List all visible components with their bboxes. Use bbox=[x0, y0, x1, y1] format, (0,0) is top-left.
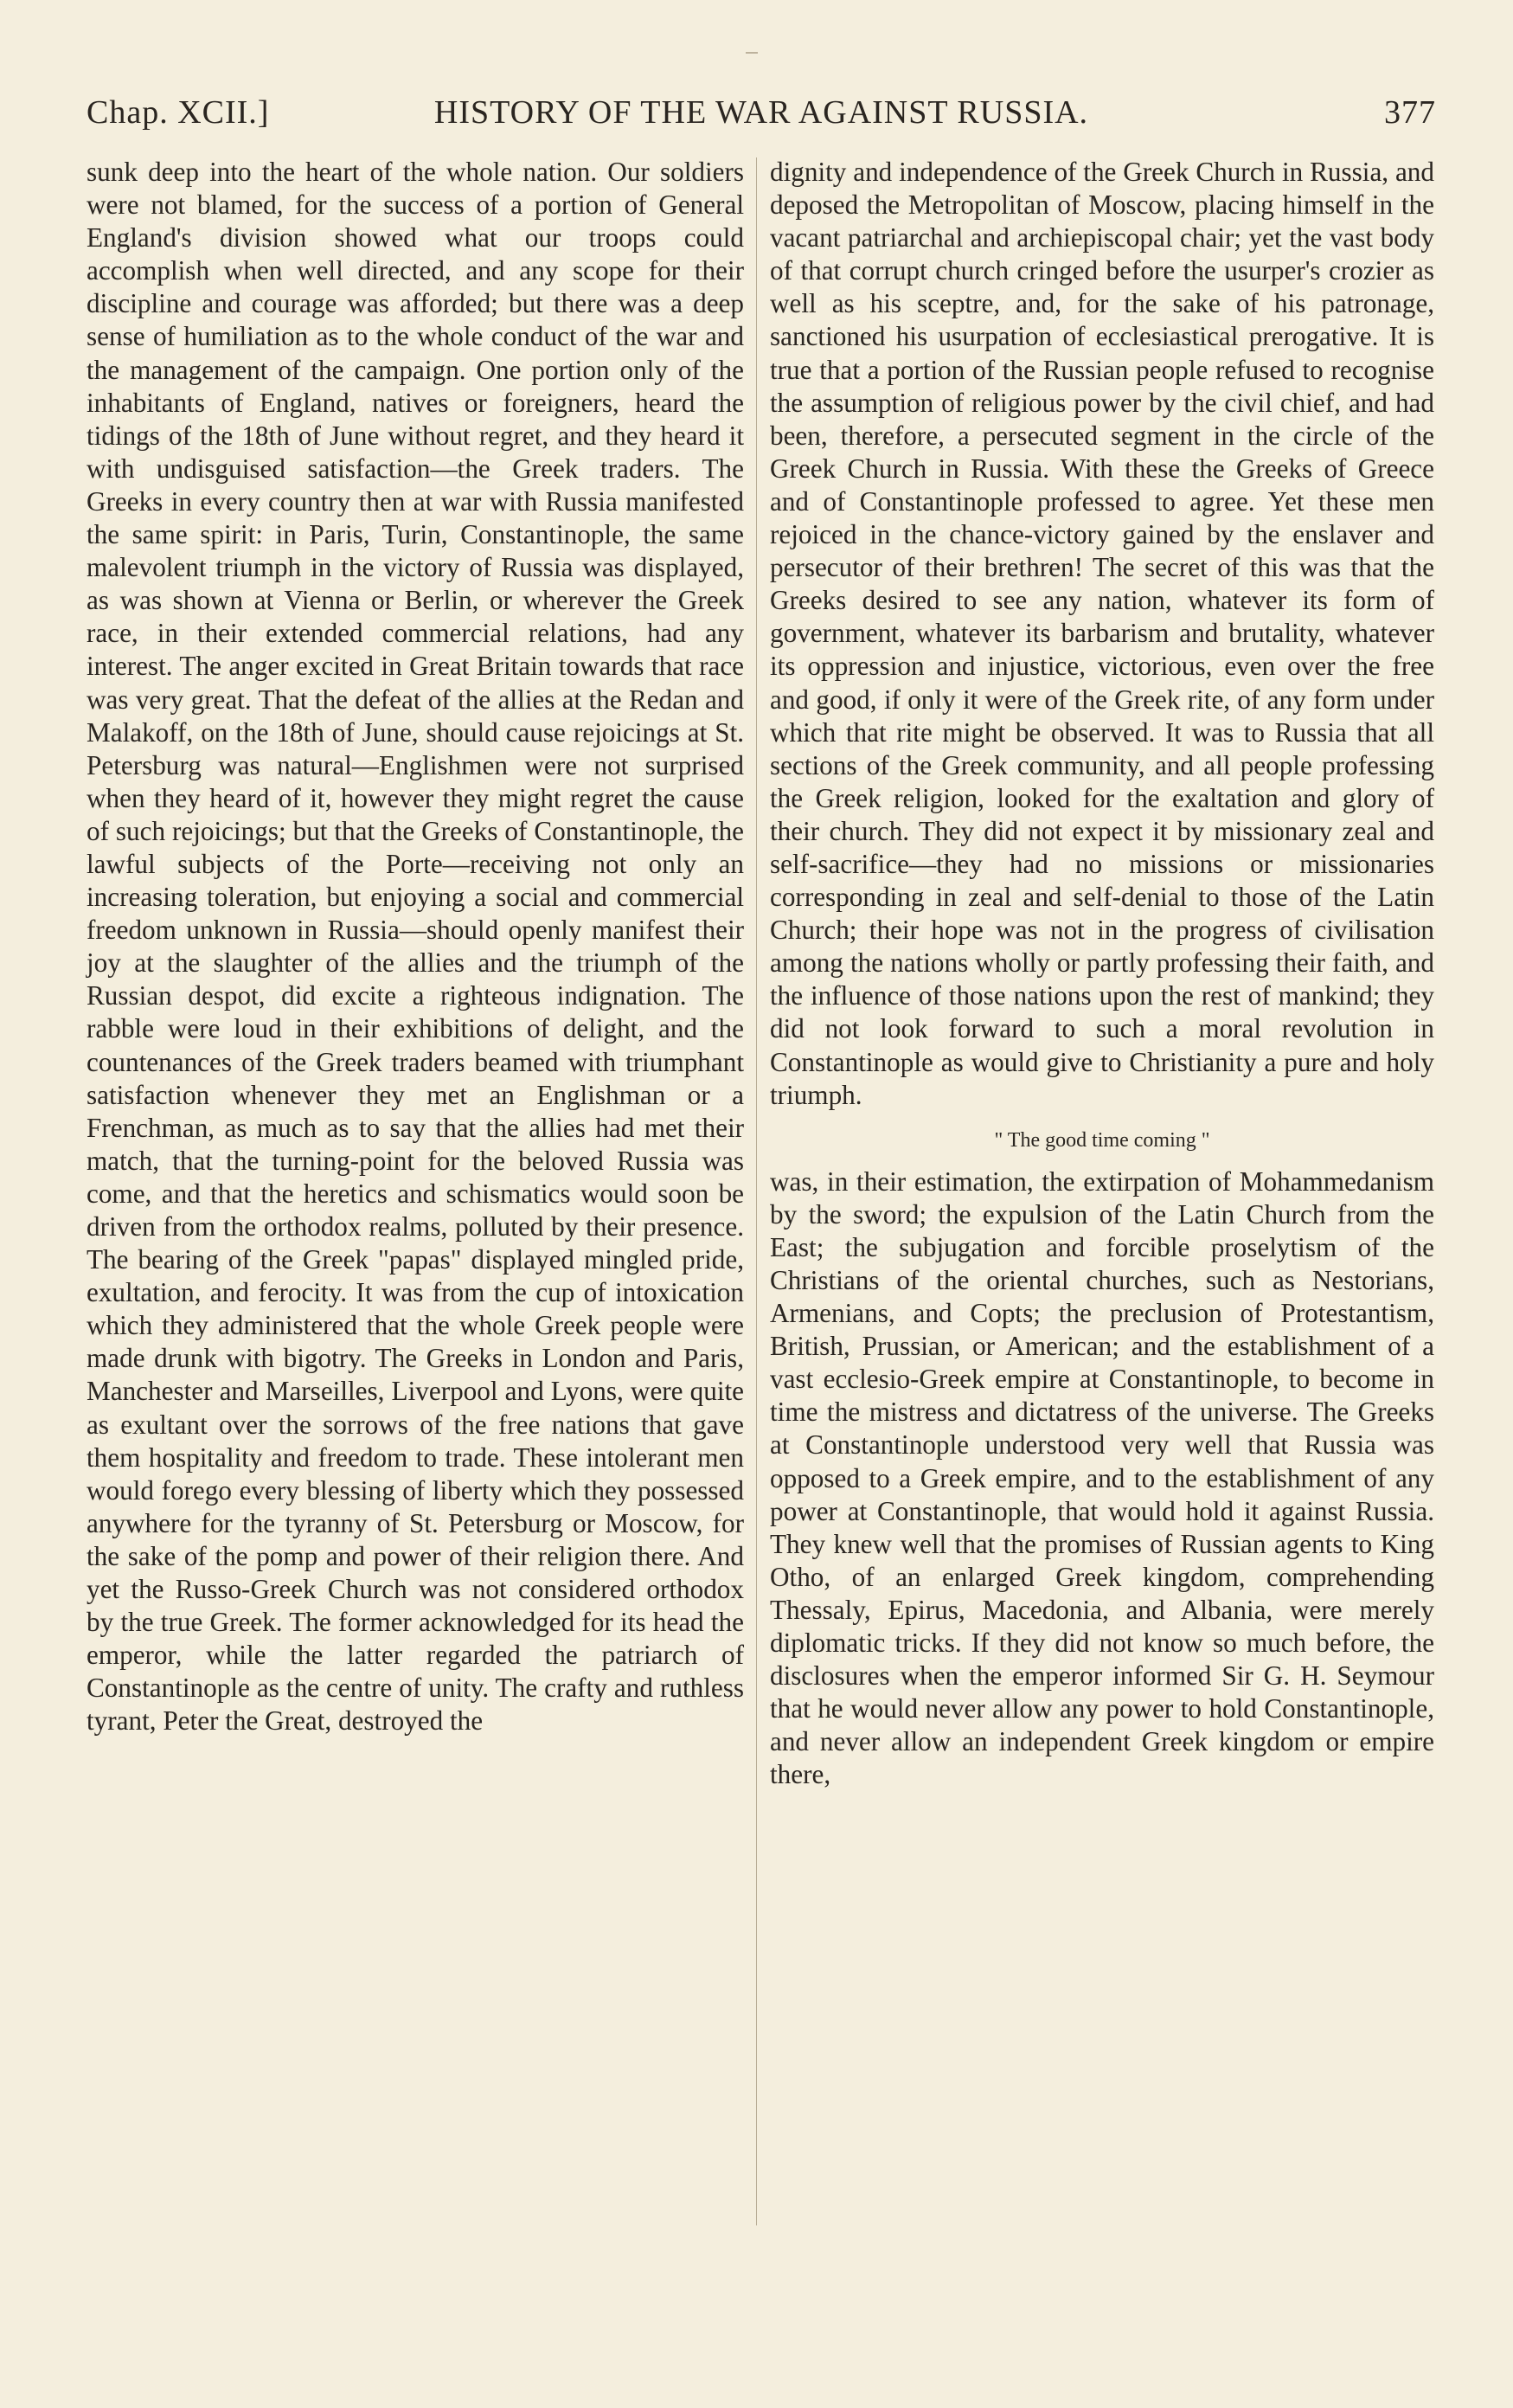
right-column-text-after-quote: was, in their estimation, the extirpation of Mohammedanism by the sword; the expulsion of the Latin Church from the East; the subjugation and forcible proselytism of the Christians of the oriental churches, such as Nestorians, Armenians, and Copts; the preclusion of Protestantism, British, Prussian, or American; and the establishment of a vast ecclesio-Greek empire at Constantinople, to become in time the mistress and dictatress of the universe. The Greeks at Constantinople understood very well that Russia was opposed to a Greek empire, and to the establishment of any power at Constantinople, that would hold it against Russia. They knew well that the promises of Russian agents to King Otho, of an enlarged Greek kingdom, comprehending Thessaly, Epirus, Macedonia, and Albania, were merely diplomatic tricks. If they did not know so much before, the disclosures when the emperor informed Sir G. H. Seymour that he would never allow any power to hold Constantinople, and never allow an independent Greek kingdom or empire there, bbox=[770, 1165, 1434, 1790]
page-number: 377 bbox=[1384, 94, 1436, 131]
chapter-label: Chap. XCII.] bbox=[87, 94, 270, 131]
right-column bbox=[770, 156, 1434, 1792]
running-title: HISTORY OF THE WAR AGAINST RUSSIA. bbox=[433, 94, 1089, 131]
column-divider bbox=[756, 157, 757, 2225]
running-header bbox=[87, 93, 1436, 137]
left-column-text: sunk deep into the heart of the whole nation. Our soldiers were not blamed, for the success of a portion of General England's division showed what our troops could accomplish when well directed, and any scope for their discipline and courage was afforded; but there was a deep sense of humiliation as to the whole conduct of the war and the management of the campaign. One portion only of the inhabitants of England, natives or foreigners, heard the tidings of the 18th of June without regret, and they heard it with undisguised satisfaction—the Greek traders. The Greeks in every country then at war with Russia manifested the same spirit: in Paris, Turin, Constantinople, the same malevolent triumph in the victory of Russia was displayed, as was shown at Vienna or Berlin, or wherever the Greek race, in their extended commercial relations, had any interest. The anger excited in Great Britain towards that race was very great. That the defeat of the allies at the Redan and Malakoff, on the 18th of June, should cause rejoicings at St. Petersburg was natural—Englishmen were not surprised when they heard of it, however they might regret the cause of such rejoicings; but that the Greeks of Constantinople, the lawful subjects of the Porte—receiving not only an increasing toleration, but enjoying a social and commercial freedom unknown in Russia—should openly manifest their joy at the slaughter of the allies and the triumph of the Russian despot, did excite a righteous indignation. The rabble were loud in their exhibitions of delight, and the countenances of the Greek traders beamed with triumphant satisfaction whenever they met an Englishman or a Frenchman, as much as to say that the allies had met their match, that the turning-point for the beloved Russia was come, and that the heretics and schismatics would soon be driven from the orthodox realms, polluted by their presence. The bearing of the Greek "papas" displayed mingled pride, exultation, and ferocity. It was from the cup of intoxication which they administered that the whole Greek people were made drunk with bigotry. The Greeks in London and Paris, Manchester and Marseilles, Liverpool and Lyons, were quite as exultant over the sorrows of the free nations that gave them hospitality and freedom to trade. These intolerant men would forego every blessing of liberty which they possessed anywhere for the tyranny of St. Petersburg or Moscow, for the sake of the pomp and power of their religion there. And yet the Russo-Greek Church was not considered orthodox by the true Greek. The former acknowledged for its head the emperor, while the latter regarded the patriarch of Constantinople as the centre of unity. The crafty and ruthless tyrant, Peter the Great, destroyed the bbox=[87, 157, 744, 1737]
top-mark bbox=[746, 52, 758, 54]
inline-quote: " The good time coming " bbox=[994, 1128, 1210, 1152]
right-column-text-before-quote: dignity and independence of the Greek Church in Russia, and deposed the Metropolitan of Moscow, placing himself in the vacant patriarchal and archiepiscopal chair; yet the vast body of that corrupt church cringed before the usurper's crozier as well as his sceptre, and, for the sake of his patronage, sanctioned his usurpation of ecclesiastical prerogative. It is true that a portion of the Russian people refused to recognise the assumption of religious power by the civil chief, and had been, therefore, a persecuted segment in the circle of the Greek Church in Russia. With these the Greeks of Greece and of Constantinople professed to agree. Yet these men rejoiced in the chance-victory gained by the enslaver and persecutor of their brethren! The secret of this was that the Greeks desired to see any nation, whatever its form of government, whatever its barbarism and brutality, whatever its oppression and injustice, victorious, even over the free and good, if only it were of the Greek rite, of any form under which that rite might be observed. It was to Russia that all sections of the Greek community, and all people professing the Greek religion, looked for the exaltation and glory of their church. They did not expect it by missionary zeal and self-sacrifice—they had no missions or missionaries corresponding in zeal and self-denial to those of the Latin Church; their hope was not in the progress of civilisation among the nations wholly or partly professing their faith, and the influence of those nations upon the rest of mankind; they did not look forward to such a moral revolution in Constantinople as would give to Christianity a pure and holy triumph. bbox=[770, 157, 1434, 1110]
left-column bbox=[87, 156, 744, 1738]
